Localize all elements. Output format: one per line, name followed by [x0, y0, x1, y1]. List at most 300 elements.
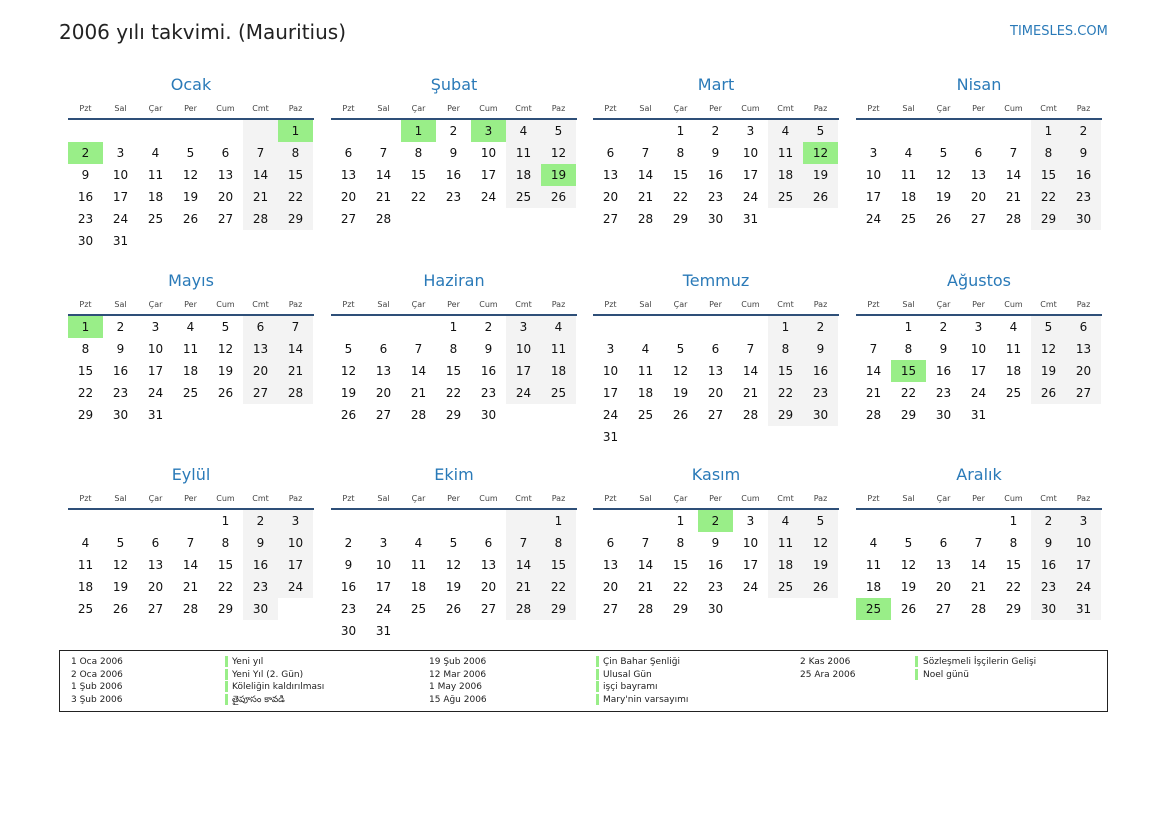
day-cell: 27	[970, 212, 987, 226]
day-cell: 21	[865, 386, 882, 400]
day-cell: 25	[182, 386, 199, 400]
day-cell: 1	[904, 320, 913, 334]
day-cell: 12	[112, 558, 129, 572]
month-name: Ekim	[434, 465, 474, 484]
weekday-label: Cum	[1004, 300, 1023, 309]
legend-dates-col-2	[429, 656, 487, 707]
day-cell: 29	[900, 408, 917, 422]
weekday-label: Paz	[288, 494, 303, 503]
empty-cell	[803, 598, 838, 620]
day-cell: 22	[445, 386, 462, 400]
day-cell: 29	[278, 208, 313, 230]
weekday-label: Pzt	[604, 104, 617, 113]
day-cell: 18	[865, 580, 882, 594]
empty-cell	[926, 510, 961, 532]
day-cell: 1	[768, 316, 803, 338]
day-cell: 21	[742, 386, 759, 400]
day-cell: 30	[112, 408, 129, 422]
weekday-label: Çar	[148, 104, 163, 113]
day-cell: 23	[707, 580, 724, 594]
legend-names-col-1	[232, 656, 324, 707]
empty-cell	[768, 598, 803, 620]
day-cell: 6	[151, 536, 160, 550]
day-cell: 1	[449, 320, 458, 334]
day-cell: 6	[711, 342, 720, 356]
day-grid	[856, 316, 1101, 426]
day-cell: 13	[147, 558, 164, 572]
day-cell: 16	[445, 168, 462, 182]
day-cell: 28	[243, 208, 278, 230]
empty-cell	[173, 230, 208, 252]
legend-date: 1 May 2006	[429, 682, 482, 693]
day-cell: 24	[970, 386, 987, 400]
day-cell: 15	[1005, 558, 1022, 572]
site-link[interactable]: TIMESLES.COM	[1010, 24, 1108, 39]
day-cell: 29	[672, 602, 689, 616]
empty-cell	[331, 316, 366, 338]
empty-cell	[663, 316, 698, 338]
weekday-label: Paz	[551, 104, 566, 113]
day-cell: 28	[637, 602, 654, 616]
day-cell: 26	[217, 386, 234, 400]
legend-name: Çin Bahar Şenliği	[603, 657, 680, 667]
empty-cell	[628, 510, 663, 532]
day-cell: 14	[278, 338, 313, 360]
weekday-label: Paz	[813, 300, 828, 309]
day-cell: 7	[278, 316, 313, 338]
weekday-label: Cum	[1004, 104, 1023, 113]
day-cell: 9	[711, 146, 720, 160]
month-name: Ağustos	[947, 271, 1011, 290]
day-cell: 9	[81, 168, 90, 182]
legend-date: 1 Oca 2006	[71, 657, 123, 667]
empty-cell	[856, 120, 891, 142]
empty-cell	[366, 316, 401, 338]
day-cell: 16	[803, 360, 838, 382]
day-cell: 19	[672, 386, 689, 400]
holiday-marker	[915, 656, 918, 667]
day-cell: 19	[182, 190, 199, 204]
day-cell: 19	[900, 580, 917, 594]
weekday-header	[856, 296, 1102, 316]
empty-cell	[593, 316, 628, 338]
day-cell: 24	[147, 386, 164, 400]
day-cell: 10	[970, 342, 987, 356]
page-title: 2006 yılı takvimi. (Mauritius)	[59, 20, 347, 44]
day-cell: 25	[1005, 386, 1022, 400]
day-cell: 4	[186, 320, 195, 334]
day-cell: 24	[1066, 576, 1101, 598]
day-cell: 13	[935, 558, 952, 572]
day-cell: 13	[970, 168, 987, 182]
month-calendar	[856, 464, 1102, 620]
day-cell: 12	[217, 342, 234, 356]
day-cell: 13	[217, 168, 234, 182]
day-cell: 27	[935, 602, 952, 616]
day-grid	[856, 120, 1101, 230]
day-cell: 1	[541, 510, 576, 532]
empty-cell	[1031, 404, 1066, 426]
day-cell: 21	[278, 360, 313, 382]
day-cell: 14	[970, 558, 987, 572]
weekday-label: Paz	[551, 494, 566, 503]
day-cell: 22	[541, 576, 576, 598]
day-cell: 25	[768, 576, 803, 598]
empty-cell	[278, 598, 313, 620]
day-cell: 22	[217, 580, 234, 594]
day-cell: 23	[1066, 186, 1101, 208]
legend-names-col-2	[603, 656, 688, 707]
day-cell: 16	[340, 580, 357, 594]
day-cell: 24	[865, 212, 882, 226]
empty-cell	[401, 510, 436, 532]
day-cell: 22	[410, 190, 427, 204]
weekday-label: Cum	[741, 300, 760, 309]
day-cell: 31	[970, 408, 987, 422]
day-cell: 30	[707, 212, 724, 226]
weekday-label: Pzt	[604, 300, 617, 309]
weekday-label: Pzt	[867, 300, 880, 309]
legend-markers-col-3	[915, 656, 918, 681]
day-cell: 27	[480, 602, 497, 616]
day-cell: 8	[221, 536, 230, 550]
day-cell: 28	[970, 602, 987, 616]
weekday-label: Çar	[673, 104, 688, 113]
weekday-label: Per	[709, 300, 722, 309]
weekday-label: Paz	[1076, 104, 1091, 113]
empty-cell	[471, 620, 506, 642]
day-cell: 28	[637, 212, 654, 226]
day-cell: 13	[375, 364, 392, 378]
legend-dates-col-3	[800, 656, 855, 681]
day-cell: 7	[1009, 146, 1018, 160]
day-cell: 7	[974, 536, 983, 550]
weekday-label: Cum	[216, 300, 235, 309]
legend-date: 15 Ağu 2006	[429, 695, 487, 706]
day-cell: 19	[803, 164, 838, 186]
day-cell: 25	[900, 212, 917, 226]
empty-cell	[173, 120, 208, 142]
day-cell: 12	[340, 364, 357, 378]
weekday-label: Per	[184, 494, 197, 503]
empty-cell	[278, 230, 313, 252]
day-cell: 16	[112, 364, 129, 378]
weekday-label: Cum	[216, 104, 235, 113]
holiday-marker	[225, 656, 228, 667]
legend-name: Mary'nin varsayımı	[603, 695, 689, 706]
weekday-label: Cum	[479, 494, 498, 503]
day-cell: 11	[541, 338, 576, 360]
weekday-label: Per	[184, 300, 197, 309]
day-cell: 12	[541, 142, 576, 164]
day-cell: 20	[707, 386, 724, 400]
weekday-label: Paz	[551, 300, 566, 309]
day-cell: 14	[1005, 168, 1022, 182]
day-cell: 28	[742, 408, 759, 422]
day-cell: 14	[506, 554, 541, 576]
day-cell: 13	[707, 364, 724, 378]
day-cell: 7	[243, 142, 278, 164]
weekday-label: Çar	[936, 494, 951, 503]
day-cell: 8	[904, 342, 913, 356]
day-cell: 12	[672, 364, 689, 378]
day-cell: 11	[900, 168, 917, 182]
day-cell: 21	[410, 386, 427, 400]
day-cell: 1	[676, 124, 685, 138]
month-calendar	[68, 464, 314, 620]
empty-cell	[331, 120, 366, 142]
empty-cell	[138, 230, 173, 252]
weekday-label: Sal	[114, 494, 127, 503]
weekday-label: Pzt	[604, 494, 617, 503]
day-cell: 11	[147, 168, 164, 182]
legend-name: Yeni yıl	[232, 657, 264, 667]
weekday-label: Sal	[639, 104, 652, 113]
weekday-label: Sal	[902, 104, 915, 113]
empty-cell	[506, 510, 541, 532]
day-cell: 8	[278, 142, 313, 164]
day-cell: 14	[742, 364, 759, 378]
day-grid	[331, 510, 576, 642]
day-cell: 4	[641, 342, 650, 356]
empty-cell	[733, 598, 768, 620]
day-cell: 10	[112, 168, 129, 182]
day-cell: 17	[112, 190, 129, 204]
day-cell: 2	[939, 320, 948, 334]
day-grid	[856, 510, 1101, 620]
weekday-label: Cum	[741, 494, 760, 503]
weekday-label: Sal	[377, 104, 390, 113]
day-cell: 16	[243, 554, 278, 576]
weekday-label: Paz	[288, 104, 303, 113]
empty-cell	[856, 510, 891, 532]
day-cell: 22	[672, 190, 689, 204]
day-cell: 23	[707, 190, 724, 204]
day-cell: 9	[243, 532, 278, 554]
day-cell: 24	[480, 190, 497, 204]
month-calendar	[856, 270, 1102, 426]
day-cell: 21	[243, 186, 278, 208]
day-cell: 10	[278, 532, 313, 554]
empty-cell	[103, 120, 138, 142]
empty-cell	[698, 426, 733, 448]
empty-cell	[1066, 404, 1101, 426]
empty-cell	[366, 120, 401, 142]
holiday-marker	[596, 669, 599, 680]
empty-cell	[628, 120, 663, 142]
day-cell: 10	[375, 558, 392, 572]
day-cell: 11	[410, 558, 427, 572]
day-cell: 25	[77, 602, 94, 616]
weekday-header	[856, 100, 1102, 120]
day-cell: 15	[77, 364, 94, 378]
day-cell: 18	[410, 580, 427, 594]
day-cell: 10	[602, 364, 619, 378]
legend-name: Noel günü	[923, 669, 969, 680]
day-cell: 25	[506, 186, 541, 208]
day-cell: 18	[541, 360, 576, 382]
day-cell: 4	[541, 316, 576, 338]
weekday-label: Cum	[1004, 494, 1023, 503]
day-cell: 11	[1005, 342, 1022, 356]
day-cell: 8	[768, 338, 803, 360]
day-cell: 15	[672, 168, 689, 182]
day-cell: 29	[217, 602, 234, 616]
day-cell: 3	[151, 320, 160, 334]
holiday-marker	[225, 681, 228, 692]
day-cell: 9	[484, 342, 493, 356]
day-cell: 27	[243, 382, 278, 404]
day-cell: 12	[1031, 338, 1066, 360]
day-cell: 10	[506, 338, 541, 360]
day-cell: 19	[935, 190, 952, 204]
day-cell: 5	[541, 120, 576, 142]
weekday-header	[593, 100, 839, 120]
day-cell: 16	[707, 558, 724, 572]
day-cell: 23	[803, 382, 838, 404]
day-cell: 26	[182, 212, 199, 226]
day-cell: 14	[865, 364, 882, 378]
day-cell: 24	[375, 602, 392, 616]
day-cell: 2	[116, 320, 125, 334]
day-cell: 31	[147, 408, 164, 422]
weekday-label: Cum	[479, 300, 498, 309]
day-cell: 6	[379, 342, 388, 356]
month-calendar	[593, 270, 839, 448]
day-cell: 5	[344, 342, 353, 356]
day-cell: 6	[243, 316, 278, 338]
weekday-label: Cmt	[1040, 104, 1057, 113]
day-cell: 30	[803, 404, 838, 426]
day-cell: 1	[68, 316, 103, 338]
day-cell: 4	[506, 120, 541, 142]
day-cell: 26	[541, 186, 576, 208]
day-cell: 18	[768, 164, 803, 186]
empty-cell	[768, 208, 803, 230]
day-cell: 3	[746, 124, 755, 138]
empty-cell	[103, 510, 138, 532]
day-cell: 7	[506, 532, 541, 554]
weekday-label: Cum	[216, 494, 235, 503]
day-cell: 22	[77, 386, 94, 400]
day-cell: 5	[939, 146, 948, 160]
weekday-label: Pzt	[342, 494, 355, 503]
day-cell: 2	[803, 316, 838, 338]
day-cell: 8	[414, 146, 423, 160]
day-cell: 24	[742, 190, 759, 204]
day-grid	[68, 120, 313, 252]
day-cell: 24	[602, 408, 619, 422]
day-cell: 15	[768, 360, 803, 382]
day-cell: 10	[1066, 532, 1101, 554]
weekday-label: Per	[184, 104, 197, 113]
day-cell: 29	[541, 598, 576, 620]
empty-cell	[243, 230, 278, 252]
day-cell: 19	[803, 554, 838, 576]
day-grid	[331, 120, 576, 230]
day-cell: 1	[278, 120, 313, 142]
day-cell: 1	[1009, 514, 1018, 528]
day-cell: 28	[506, 598, 541, 620]
day-grid	[593, 510, 838, 620]
day-cell: 27	[602, 212, 619, 226]
empty-cell	[68, 120, 103, 142]
day-cell: 22	[672, 580, 689, 594]
day-cell: 4	[768, 510, 803, 532]
day-cell: 14	[182, 558, 199, 572]
day-cell: 1	[221, 514, 230, 528]
day-cell: 23	[340, 602, 357, 616]
day-cell: 4	[414, 536, 423, 550]
day-cell: 3	[974, 320, 983, 334]
day-cell: 17	[865, 190, 882, 204]
day-cell: 24	[506, 382, 541, 404]
weekday-label: Pzt	[342, 300, 355, 309]
empty-cell	[138, 120, 173, 142]
day-cell: 1	[401, 120, 436, 142]
weekday-header	[68, 100, 314, 120]
empty-cell	[768, 426, 803, 448]
day-cell: 26	[900, 602, 917, 616]
weekday-label: Pzt	[342, 104, 355, 113]
weekday-label: Cmt	[777, 300, 794, 309]
empty-cell	[436, 510, 471, 532]
weekday-label: Cmt	[252, 494, 269, 503]
day-cell: 6	[606, 536, 615, 550]
weekday-label: Çar	[411, 300, 426, 309]
empty-cell	[803, 426, 838, 448]
legend-name: Yeni Yıl (2. Gün)	[232, 669, 304, 680]
day-cell: 7	[641, 146, 650, 160]
day-cell: 3	[1066, 510, 1101, 532]
empty-cell	[541, 208, 576, 230]
day-cell: 20	[602, 580, 619, 594]
holiday-marker	[915, 669, 918, 680]
day-cell: 27	[217, 212, 234, 226]
day-cell: 12	[182, 168, 199, 182]
empty-cell	[961, 510, 996, 532]
weekday-label: Çar	[673, 300, 688, 309]
empty-cell	[628, 426, 663, 448]
legend-name: Sözleşmeli İşçilerin Gelişi	[923, 657, 1037, 667]
day-cell: 11	[768, 142, 803, 164]
day-cell: 29	[1031, 208, 1066, 230]
day-cell: 19	[340, 386, 357, 400]
empty-cell	[926, 120, 961, 142]
day-cell: 17	[375, 580, 392, 594]
weekday-label: Çar	[411, 104, 426, 113]
legend-date: 3 Şub 2006	[71, 695, 123, 706]
weekday-label: Cmt	[1040, 494, 1057, 503]
day-cell: 31	[1066, 598, 1101, 620]
day-cell: 16	[480, 364, 497, 378]
day-cell: 16	[1066, 164, 1101, 186]
day-cell: 28	[375, 212, 392, 226]
day-cell: 20	[375, 386, 392, 400]
day-cell: 18	[900, 190, 917, 204]
day-cell: 29	[445, 408, 462, 422]
empty-cell	[996, 120, 1031, 142]
day-cell: 21	[182, 580, 199, 594]
empty-cell	[138, 510, 173, 532]
month-calendar	[331, 270, 577, 426]
day-cell: 5	[803, 120, 838, 142]
day-cell: 8	[541, 532, 576, 554]
day-cell: 8	[1031, 142, 1066, 164]
day-cell: 5	[221, 320, 230, 334]
day-cell: 6	[221, 146, 230, 160]
holiday-marker	[225, 669, 228, 680]
